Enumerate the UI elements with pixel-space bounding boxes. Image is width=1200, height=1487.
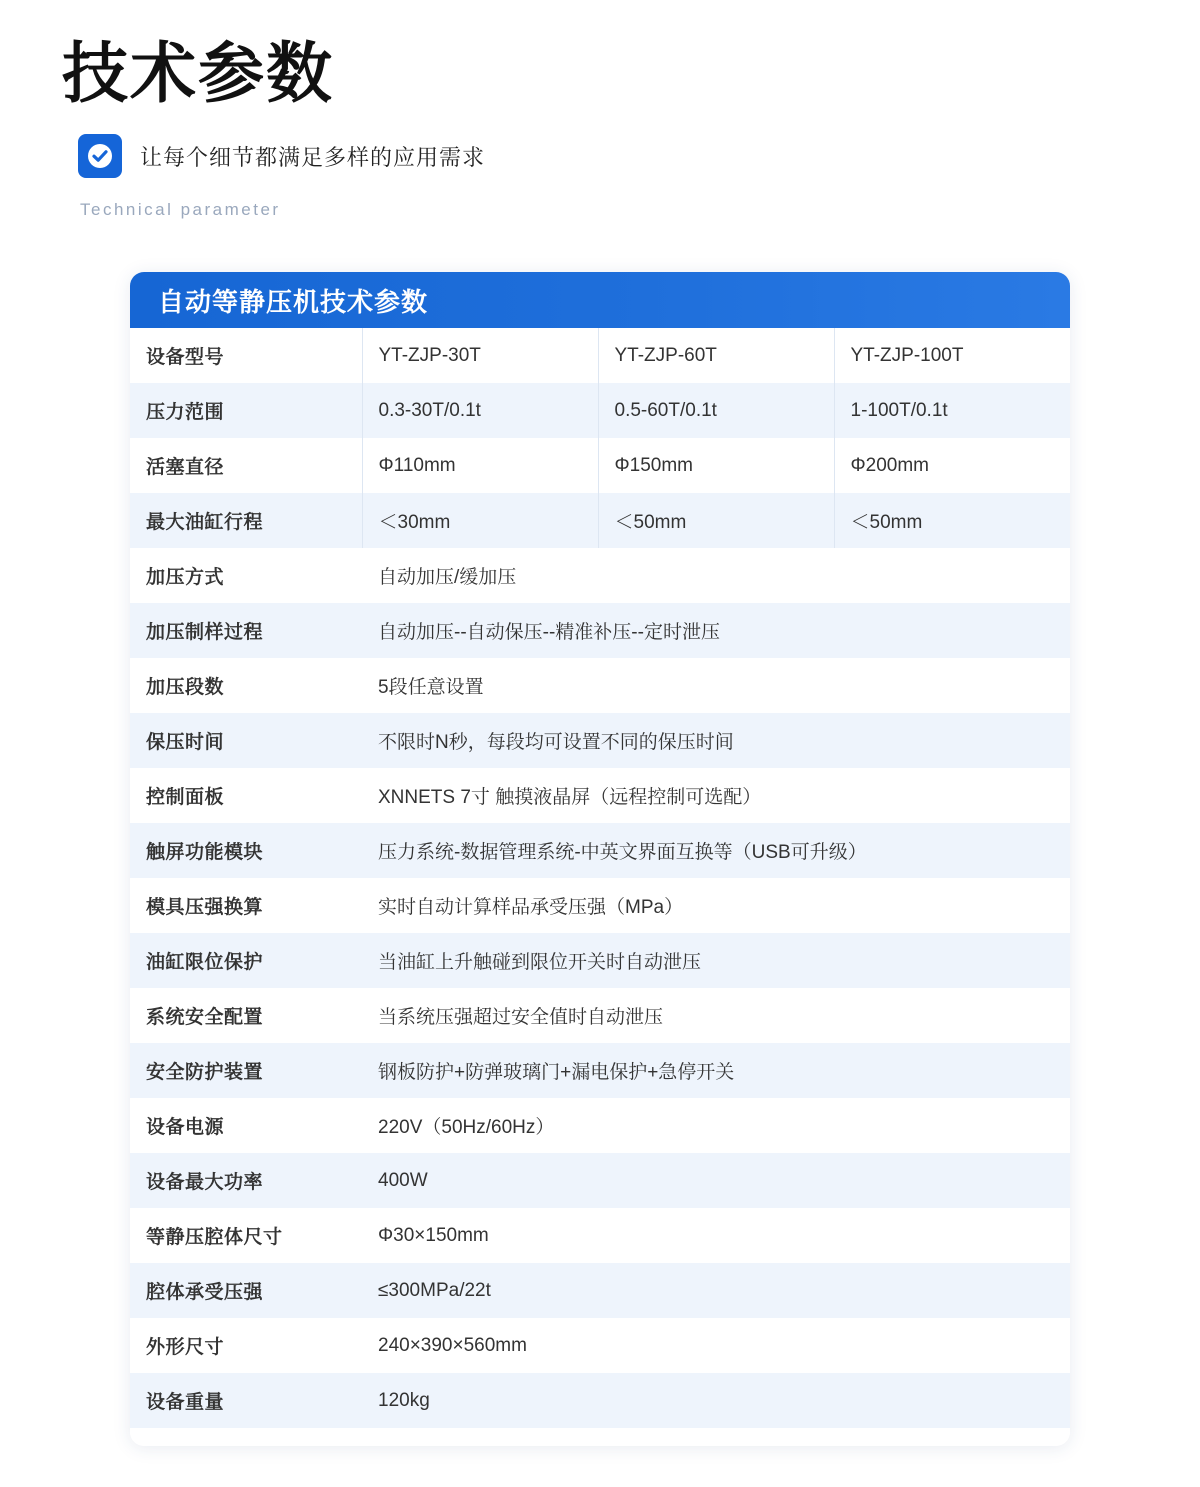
row-value: ≤300MPa/22t: [362, 1263, 1070, 1318]
row-label: 保压时间: [130, 713, 362, 768]
row-label: 安全防护装置: [130, 1043, 362, 1098]
row-label: 油缸限位保护: [130, 933, 362, 988]
row-value-piston-60t: Φ150mm: [598, 438, 834, 493]
table-row: [130, 603, 1070, 658]
row-label: 控制面板: [130, 768, 362, 823]
table-row: [130, 438, 1070, 493]
table-row: [130, 823, 1070, 878]
row-value: 实时自动计算样品承受压强（MPa）: [362, 878, 1070, 933]
row-value-model-100t: YT-ZJP-100T: [834, 328, 1070, 383]
table-row: [130, 548, 1070, 603]
table-row: [130, 768, 1070, 823]
table-row: [130, 988, 1070, 1043]
row-value: 压力系统-数据管理系统-中英文界面互换等（USB可升级）: [362, 823, 1070, 878]
table-row: [130, 1098, 1070, 1153]
row-label: 腔体承受压强: [130, 1263, 362, 1318]
row-label: 设备重量: [130, 1373, 362, 1428]
card-bottom-padding: [130, 1428, 1070, 1446]
row-value: XNNETS 7寸 触摸液晶屏（远程控制可选配）: [362, 768, 1070, 823]
row-value: Φ30×150mm: [362, 1208, 1070, 1263]
spec-table-body: [130, 328, 1070, 1428]
table-row: [130, 658, 1070, 713]
row-label: 设备电源: [130, 1098, 362, 1153]
table-row: [130, 493, 1070, 548]
table-row: [130, 1043, 1070, 1098]
table-row: [130, 878, 1070, 933]
row-value-model-60t: YT-ZJP-60T: [598, 328, 834, 383]
header-subtitle-row: [78, 134, 1200, 178]
row-value: 钢板防护+防弹玻璃门+漏电保护+急停开关: [362, 1043, 1070, 1098]
row-label: 设备最大功率: [130, 1153, 362, 1208]
row-label: 触屏功能模块: [130, 823, 362, 878]
spec-card-title: 自动等静压机技术参数: [130, 272, 1070, 328]
row-label: 压力范围: [130, 383, 362, 438]
row-label: 等静压腔体尺寸: [130, 1208, 362, 1263]
page-title: 技术参数: [62, 36, 334, 110]
row-label: 外形尺寸: [130, 1318, 362, 1373]
row-value-pressure-100t: 1-100T/0.1t: [834, 383, 1070, 438]
row-value-stroke-60t: ＜50mm: [598, 493, 834, 548]
page-header: [0, 0, 1200, 220]
row-value: 5段任意设置: [362, 658, 1070, 713]
table-row: [130, 933, 1070, 988]
row-label: 活塞直径: [130, 438, 362, 493]
row-label: 系统安全配置: [130, 988, 362, 1043]
row-label: 最大油缸行程: [130, 493, 362, 548]
spec-card: [130, 272, 1070, 1446]
row-value: 120kg: [362, 1373, 1070, 1428]
table-row: [130, 1153, 1070, 1208]
row-label: 加压段数: [130, 658, 362, 713]
table-row: [130, 383, 1070, 438]
table-row: [130, 1373, 1070, 1428]
header-subtitle: 让每个细节都满足多样的应用需求: [140, 144, 486, 170]
table-row: [130, 1318, 1070, 1373]
row-value: 当油缸上升触碰到限位开关时自动泄压: [362, 933, 1070, 988]
row-value: 240×390×560mm: [362, 1318, 1070, 1373]
check-circle-icon: [78, 134, 122, 178]
row-value: 自动加压--自动保压--精准补压--定时泄压: [362, 603, 1070, 658]
row-value-stroke-30t: ＜30mm: [362, 493, 598, 548]
row-value: 220V（50Hz/60Hz）: [362, 1098, 1070, 1153]
row-label: 设备型号: [130, 328, 362, 383]
row-value-piston-100t: Φ200mm: [834, 438, 1070, 493]
row-value-model-30t: YT-ZJP-30T: [362, 328, 598, 383]
row-label: 模具压强换算: [130, 878, 362, 933]
row-label: 加压方式: [130, 548, 362, 603]
header-english-caption: Technical parameter: [80, 200, 281, 219]
row-value-pressure-30t: 0.3-30T/0.1t: [362, 383, 598, 438]
spec-table: [130, 328, 1070, 1428]
table-row: [130, 328, 1070, 383]
row-value: 当系统压强超过安全值时自动泄压: [362, 988, 1070, 1043]
row-value-stroke-100t: ＜50mm: [834, 493, 1070, 548]
table-row: [130, 713, 1070, 768]
row-value-piston-30t: Φ110mm: [362, 438, 598, 493]
row-label: 加压制样过程: [130, 603, 362, 658]
row-value-pressure-60t: 0.5-60T/0.1t: [598, 383, 834, 438]
row-value: 400W: [362, 1153, 1070, 1208]
row-value: 自动加压/缓加压: [362, 548, 1070, 603]
table-row: [130, 1208, 1070, 1263]
row-value: 不限时N秒，每段均可设置不同的保压时间: [362, 713, 1070, 768]
table-row: [130, 1263, 1070, 1318]
